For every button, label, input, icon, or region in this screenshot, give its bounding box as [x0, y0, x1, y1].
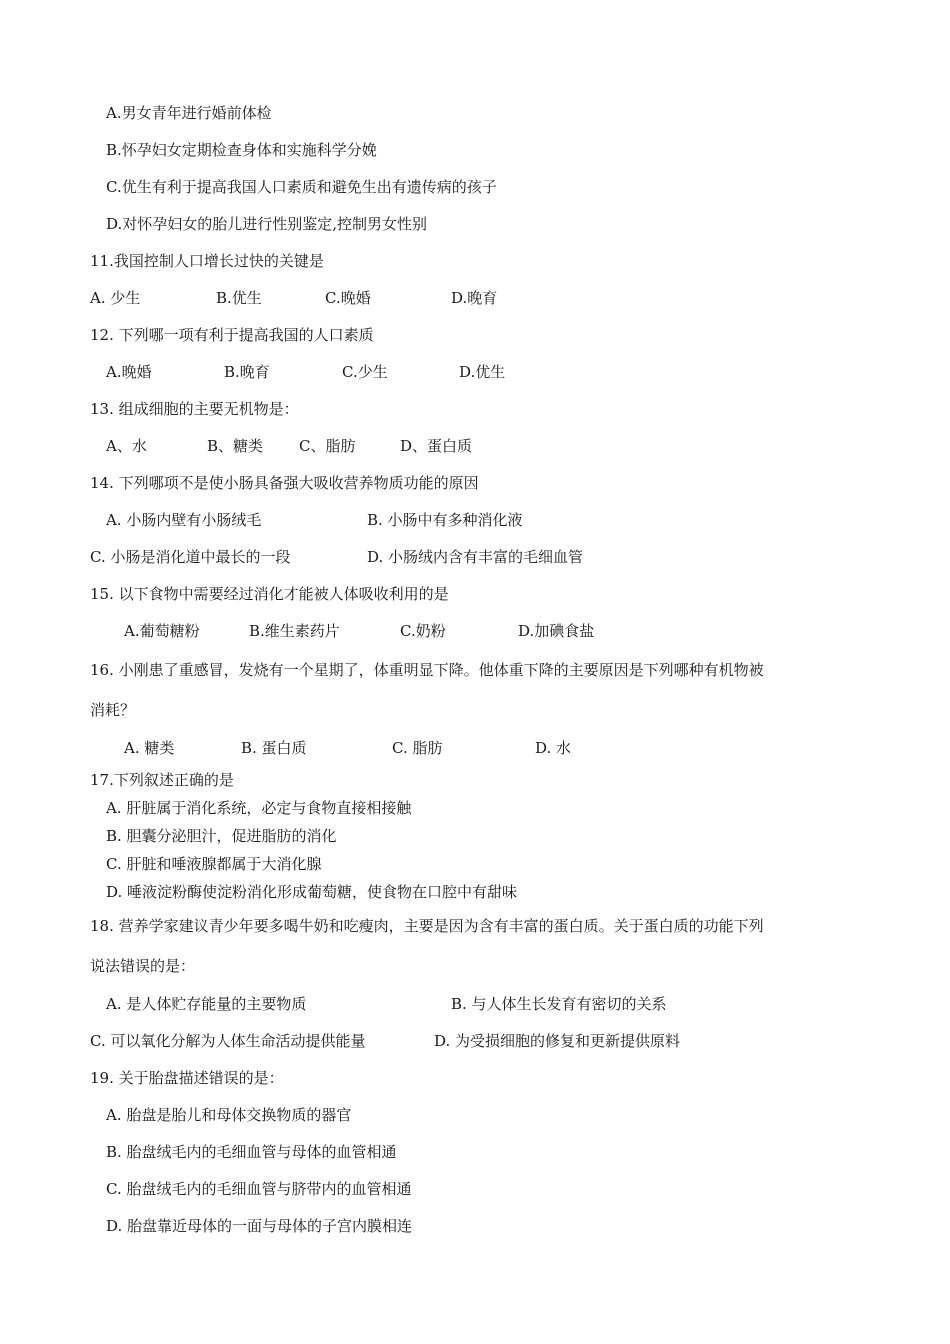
q13-option-a: A、水 [106, 437, 147, 455]
q14-option-d: D. 小肠绒内含有丰富的毛细血管 [367, 548, 584, 566]
q10-option-a: A.男女青年进行婚前体检 [106, 104, 272, 122]
q14-option-b: B. 小肠中有多种消化液 [367, 511, 523, 529]
q15-stem: 15. 以下食物中需要经过消化才能被人体吸收利用的是 [90, 585, 449, 603]
q10-option-b: B.怀孕妇女定期检查身体和实施科学分娩 [106, 141, 377, 159]
q19-option-b: B. 胎盘绒毛内的毛细血管与母体的血管相通 [106, 1143, 397, 1161]
q11-option-b: B.优生 [216, 289, 262, 307]
q15-option-d: D.加碘食盐 [518, 622, 595, 640]
q13-option-d: D、蛋白质 [400, 437, 473, 455]
q16-option-c: C. 脂肪 [392, 739, 443, 757]
q11-option-d: D.晚育 [451, 289, 498, 307]
q14-stem: 14. 下列哪项不是使小肠具备强大吸收营养物质功能的原因 [90, 474, 479, 492]
q17-option-a: A. 肝脏属于消化系统，必定与食物直接相接触 [106, 799, 412, 817]
q10-option-d: D.对怀孕妇女的胎儿进行性别鉴定,控制男女性别 [106, 215, 428, 233]
q12-stem: 12. 下列哪一项有利于提高我国的人口素质 [90, 326, 374, 344]
q19-stem: 19. 关于胎盘描述错误的是： [90, 1069, 284, 1087]
q16-option-d: D. 水 [535, 739, 572, 757]
q12-option-a: A.晚婚 [106, 363, 152, 381]
q12-option-b: B.晚育 [224, 363, 270, 381]
q18-option-b: B. 与人体生长发育有密切的关系 [451, 995, 667, 1013]
q17-option-b: B. 胆囊分泌胆汁，促进脂肪的消化 [106, 827, 337, 845]
q18-option-d: D. 为受损细胞的修复和更新提供原料 [434, 1032, 681, 1050]
q14-option-c: C. 小肠是消化道中最长的一段 [90, 548, 291, 566]
q15-option-b: B.维生素药片 [249, 622, 340, 640]
q18-stem-line2: 说法错误的是： [90, 957, 196, 975]
q15-option-c: C.奶粉 [400, 622, 446, 640]
q12-option-d: D.优生 [459, 363, 506, 381]
q17-stem: 17.下列叙述正确的是 [90, 771, 234, 789]
q12-option-c: C.少生 [342, 363, 388, 381]
q18-option-a: A. 是人体贮存能量的主要物质 [106, 995, 307, 1013]
q11-stem: 11.我国控制人口增长过快的关键是 [90, 252, 324, 270]
q13-option-b: B、糖类 [207, 437, 264, 455]
q13-option-c: C、脂肪 [299, 437, 356, 455]
q16-stem-line2: 消耗？ [90, 701, 136, 719]
q19-option-a: A. 胎盘是胎儿和母体交换物质的器官 [106, 1106, 352, 1124]
q15-option-a: A.葡萄糖粉 [124, 622, 200, 640]
q11-option-c: C.晚婚 [325, 289, 371, 307]
q16-option-b: B. 蛋白质 [241, 739, 307, 757]
q18-option-c: C. 可以氧化分解为人体生命活动提供能量 [90, 1032, 366, 1050]
q14-option-a: A. 小肠内壁有小肠绒毛 [106, 511, 262, 529]
q17-option-d: D. 唾液淀粉酶使淀粉消化形成葡萄糖，使食物在口腔中有甜味 [106, 883, 518, 901]
q18-stem-line1: 18. 营养学家建议青少年要多喝牛奶和吃瘦肉，主要是因为含有丰富的蛋白质。关于蛋白质的功能下列 [90, 917, 764, 935]
q17-option-c: C. 肝脏和唾液腺都属于大消化腺 [106, 855, 322, 873]
q10-option-c: C.优生有利于提高我国人口素质和避免生出有遗传病的孩子 [106, 178, 497, 196]
q16-option-a: A. 糖类 [124, 739, 175, 757]
q11-option-a: A. 少生 [90, 289, 141, 307]
q16-stem-line1: 16. 小刚患了重感冒，发烧有一个星期了，体重明显下降。他体重下降的主要原因是下列哪种有机物被 [90, 661, 764, 679]
q19-option-c: C. 胎盘绒毛内的毛细血管与脐带内的血管相通 [106, 1180, 412, 1198]
q13-stem: 13. 组成细胞的主要无机物是： [90, 400, 299, 418]
q19-option-d: D. 胎盘靠近母体的一面与母体的子宫内膜相连 [106, 1217, 413, 1235]
